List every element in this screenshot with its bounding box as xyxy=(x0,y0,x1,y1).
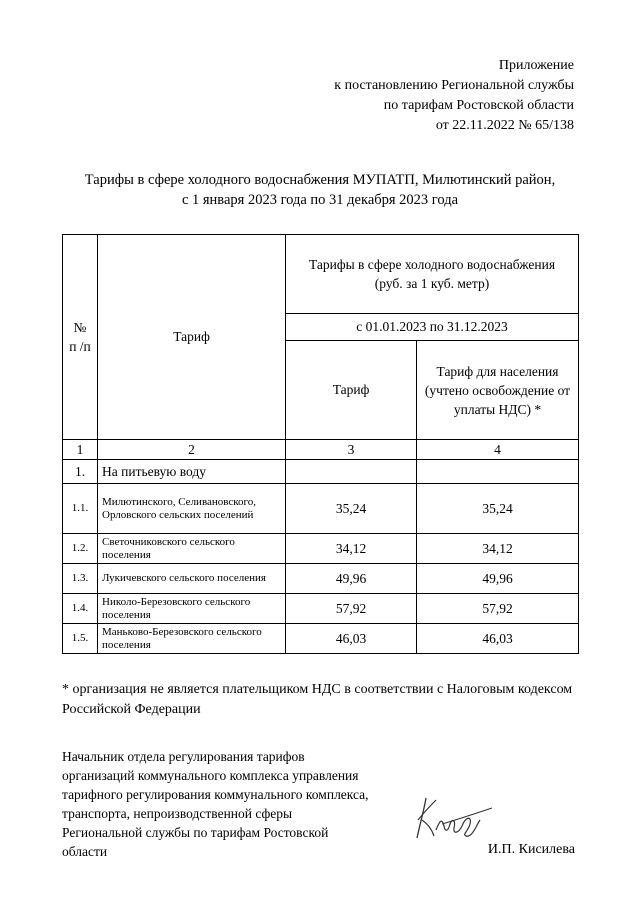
row-tariff: 46,03 xyxy=(286,624,417,654)
row-tariff: 34,12 xyxy=(286,534,417,564)
appendix-line: от 22.11.2022 № 65/138 xyxy=(435,118,574,133)
row-num: 1.1. xyxy=(63,484,98,534)
header-group: Тарифы в сфере холодного водоснабжения (руб. за 1 куб. метр) xyxy=(286,235,579,314)
header-num: № п /п xyxy=(63,235,98,440)
table-row xyxy=(63,564,579,594)
row-num: 1.3. xyxy=(63,564,98,594)
appendix-block xyxy=(334,56,574,136)
header-period: с 01.01.2023 по 31.12.2023 xyxy=(286,314,579,341)
signatory-line: Региональной службы по тарифам Ростовской xyxy=(62,825,329,840)
signatory-line: Начальник отдела регулирования тарифов xyxy=(62,749,305,764)
table-row xyxy=(63,484,579,534)
row-name: Милютинского, Селивановского, Орловского сельских поселений xyxy=(98,484,286,534)
title-line: с 1 января 2023 года по 31 декабря 2023 года xyxy=(181,192,459,208)
appendix-line: Приложение xyxy=(498,58,574,73)
column-number: 3 xyxy=(286,440,417,460)
column-number: 4 xyxy=(417,440,579,460)
column-number: 1 xyxy=(63,440,98,460)
signatory-title xyxy=(62,747,422,861)
section-num: 1. xyxy=(63,460,98,484)
signatory-line: транспорта, непроизводственной сферы xyxy=(62,806,293,821)
signatory-line: организаций коммунального комплекса управления xyxy=(62,768,359,783)
row-population-tariff: 49,96 xyxy=(417,564,579,594)
row-name: Лукичевского сельского поселения xyxy=(98,564,286,594)
appendix-line: к постановлению Региональной службы xyxy=(334,78,574,93)
document-title xyxy=(0,170,640,210)
signatory-line: области xyxy=(62,844,108,859)
row-num: 1.4. xyxy=(63,594,98,624)
row-population-tariff: 34,12 xyxy=(417,534,579,564)
title-line: Тарифы в сфере холодного водоснабжения МУПАТП, Милютинский район, xyxy=(84,172,556,188)
table-row xyxy=(63,594,579,624)
column-number: 2 xyxy=(98,440,286,460)
empty-cell xyxy=(417,460,579,484)
row-population-tariff: 57,92 xyxy=(417,594,579,624)
tariff-table xyxy=(62,234,579,654)
row-tariff: 49,96 xyxy=(286,564,417,594)
row-num: 1.2. xyxy=(63,534,98,564)
table-row xyxy=(63,624,579,654)
table-row xyxy=(63,534,579,564)
empty-cell xyxy=(286,460,417,484)
row-name: Николо-Березовского сельского поселения xyxy=(98,594,286,624)
header-tariff: Тариф xyxy=(98,235,286,440)
row-name: Светочниковского сельского поселения xyxy=(98,534,286,564)
row-population-tariff: 35,24 xyxy=(417,484,579,534)
row-tariff: 57,92 xyxy=(286,594,417,624)
footnote: * организация не является плательщиком НДС в соответствии с Налоговым кодексом Российской Федерации xyxy=(62,682,573,717)
handwritten-signature xyxy=(412,790,502,845)
appendix-line: по тарифам Ростовской области xyxy=(383,98,574,113)
row-tariff: 35,24 xyxy=(286,484,417,534)
row-name: Маньково-Березовского сельского поселения xyxy=(98,624,286,654)
signer-name: И.П. Кисилева xyxy=(487,842,575,857)
header-col3: Тариф xyxy=(286,341,417,440)
row-num: 1.5. xyxy=(63,624,98,654)
section-label: На питьевую воду xyxy=(98,460,286,484)
header-col4: Тариф для населения (учтено освобождение от уплаты НДС) * xyxy=(417,341,579,440)
row-population-tariff: 46,03 xyxy=(417,624,579,654)
signatory-line: тарифного регулирования коммунального комплекса, xyxy=(62,787,369,802)
